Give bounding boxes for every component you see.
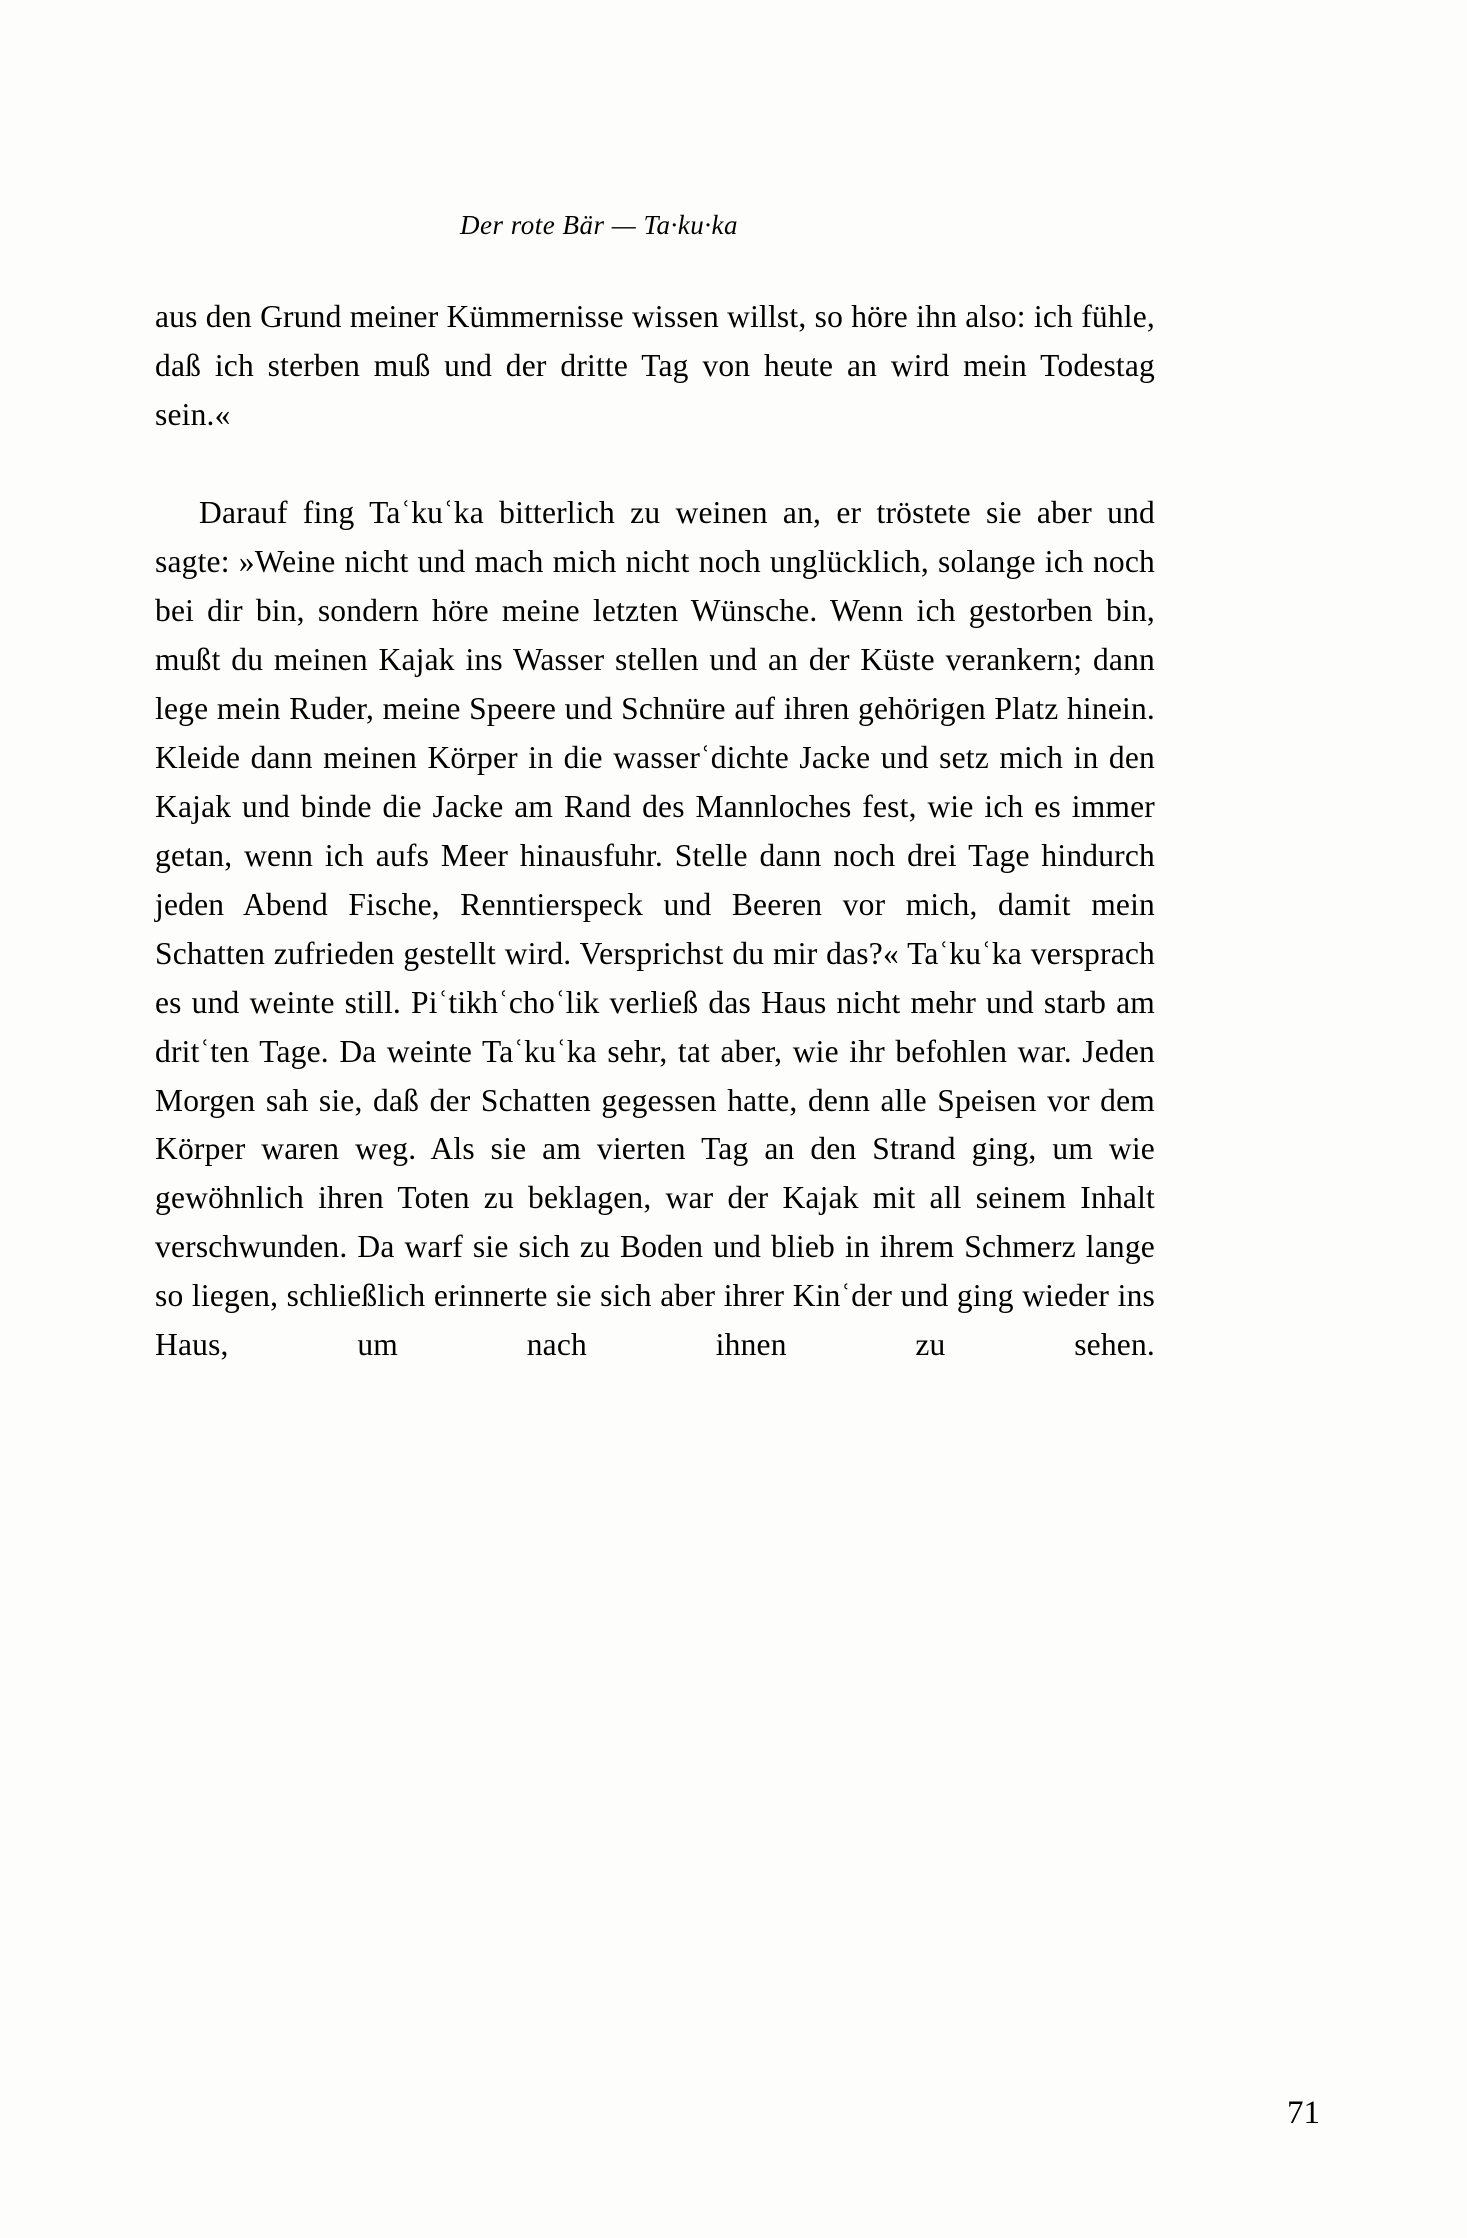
paragraph-2: Darauf fing Taʿkuʿka bitterlich zu weinen an, er tröstete sie aber und sagte: »Weine nicht und mach mich nicht noch unglücklich, solange ich noch bei dir bin, sondern höre meine letzten Wünsche. Wenn ich gestorben bin, mußt du meinen Kajak ins Wasser stellen und an der Küste verankern; dann lege mein Ruder, meine Speere und Schnüre auf ihren gehörigen Platz hinein. Kleide dann meinen Körper in die wasserʿdichte Jacke und setz mich in den Kajak und binde die Jacke am Rand des Mannloches fest, wie ich es immer getan, wenn ich aufs Meer hinausfuhr. Stelle dann noch drei Tage hindurch jeden Abend Fische, Renntierspeck und Beeren vor mich, damit mein Schatten zufrieden gestellt wird. Versprichst du mir das?« Taʿkuʿka versprach es und weinte still. Piʿtikhʿchoʿlik verließ das Haus nicht mehr und starb am dritʿten Tage. Da weinte Taʿkuʿka sehr, tat aber, wie ihr befohlen war. Jeden Morgen sah sie, daß der Schatten gegessen hatte, denn alle Speisen vor dem Körper waren weg. Als sie am vierten Tag an den Strand ging, um wie gewöhnlich ihren Toten zu beklagen, war der Kajak mit all seinem Inhalt verschwunden. Da warf sie sich zu Boden und blieb in ihrem Schmerz lange so liegen, schließlich erinnerte sie sich aber ihrer Kinʿder und ging wieder ins Haus, um nach ihnen zu sehen. (155, 494, 1155, 1363)
page-number: 71 (1287, 2095, 1320, 2131)
body-text (155, 293, 1155, 1419)
paragraph-1: aus den Grund meiner Kümmernisse wissen willst, so höre ihn also: ich fühle, daß ich sterben muß und der dritte Tag von heute an wird mein Todestag sein.« (155, 299, 1155, 432)
page-content (155, 210, 1320, 2131)
running-head: Der rote Bär — Ta·ku·ka (460, 210, 738, 240)
